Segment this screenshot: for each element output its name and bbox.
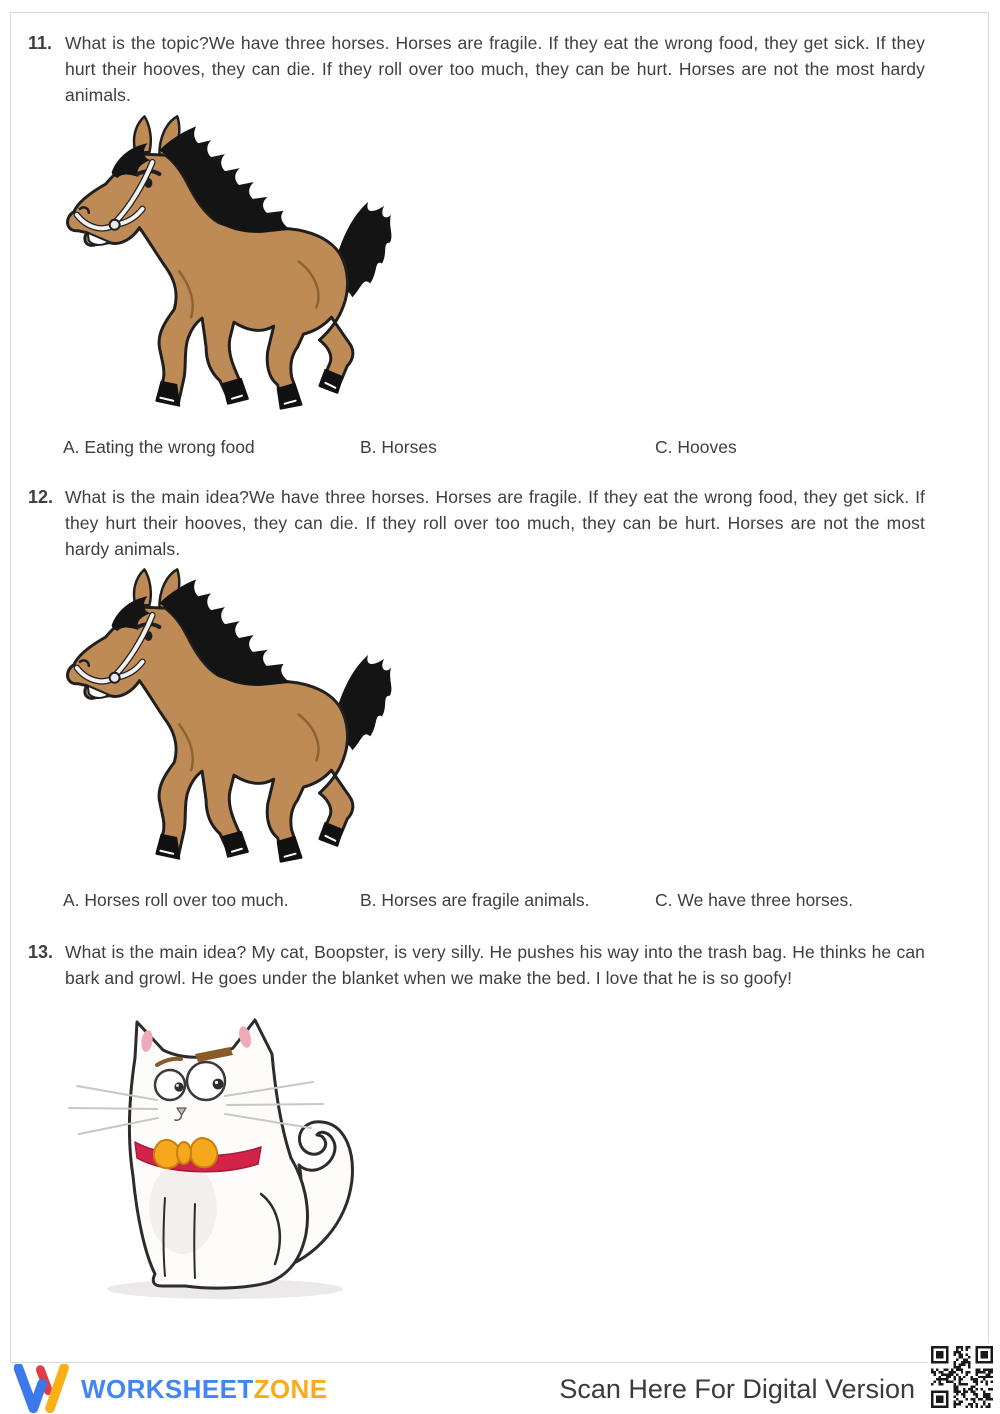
bow-tie bbox=[154, 1138, 217, 1168]
qr-code bbox=[928, 1343, 996, 1411]
horse-illustration bbox=[54, 565, 392, 879]
option-b: B. Horses bbox=[360, 437, 437, 457]
question-13 bbox=[28, 939, 925, 991]
question-text: What is the main idea? My cat, Boopster, is very silly. He pushes his way into the trash bag. He thinks he can bark and growl. He goes under the blanket when we make the bed. I love that he is so goofy! bbox=[65, 942, 925, 988]
option-c: C. Hooves bbox=[655, 437, 737, 457]
running-horse-icon bbox=[54, 112, 392, 426]
option-a: A. Horses roll over too much. bbox=[63, 890, 289, 910]
question-12-options bbox=[0, 889, 1000, 913]
option-a: A. Eating the wrong food bbox=[63, 437, 255, 457]
question-11 bbox=[28, 30, 925, 108]
question-12 bbox=[28, 484, 925, 562]
question-number: 12. bbox=[28, 487, 54, 507]
brand-word-worksheet: WORKSHEET bbox=[81, 1373, 254, 1404]
option-c: C. We have three horses. bbox=[655, 890, 854, 910]
scan-here-label: Scan Here For Digital Version bbox=[559, 1374, 915, 1404]
running-horse-icon bbox=[54, 565, 392, 879]
option-b: B. Horses are fragile animals. bbox=[360, 890, 590, 910]
sitting-cat-icon bbox=[60, 1008, 380, 1300]
brand-text bbox=[81, 1374, 327, 1405]
worksheet-zone-logo bbox=[14, 1364, 327, 1414]
question-number: 11. bbox=[28, 33, 53, 53]
question-text: What is the topic?We have three horses. Horses are fragile. If they eat the wrong food, they get sick. If they hurt their hooves, they can die. If they roll over too much, they can be hurt. Horses are not the most hardy animals. bbox=[65, 33, 925, 105]
horse-illustration bbox=[54, 112, 392, 426]
cat-illustration bbox=[60, 1008, 380, 1300]
question-text: What is the main idea?We have three horses. Horses are fragile. If they eat the wrong food, they get sick. If they hurt their hooves, they can die. If they roll over too much, they can be hurt. Horses are not the most hardy animals. bbox=[65, 487, 925, 559]
worksheet-zone-logo-icon bbox=[14, 1364, 72, 1414]
brand-word-zone: ZONE bbox=[253, 1373, 328, 1404]
question-11-options bbox=[0, 436, 1000, 460]
question-number: 13. bbox=[28, 942, 54, 962]
